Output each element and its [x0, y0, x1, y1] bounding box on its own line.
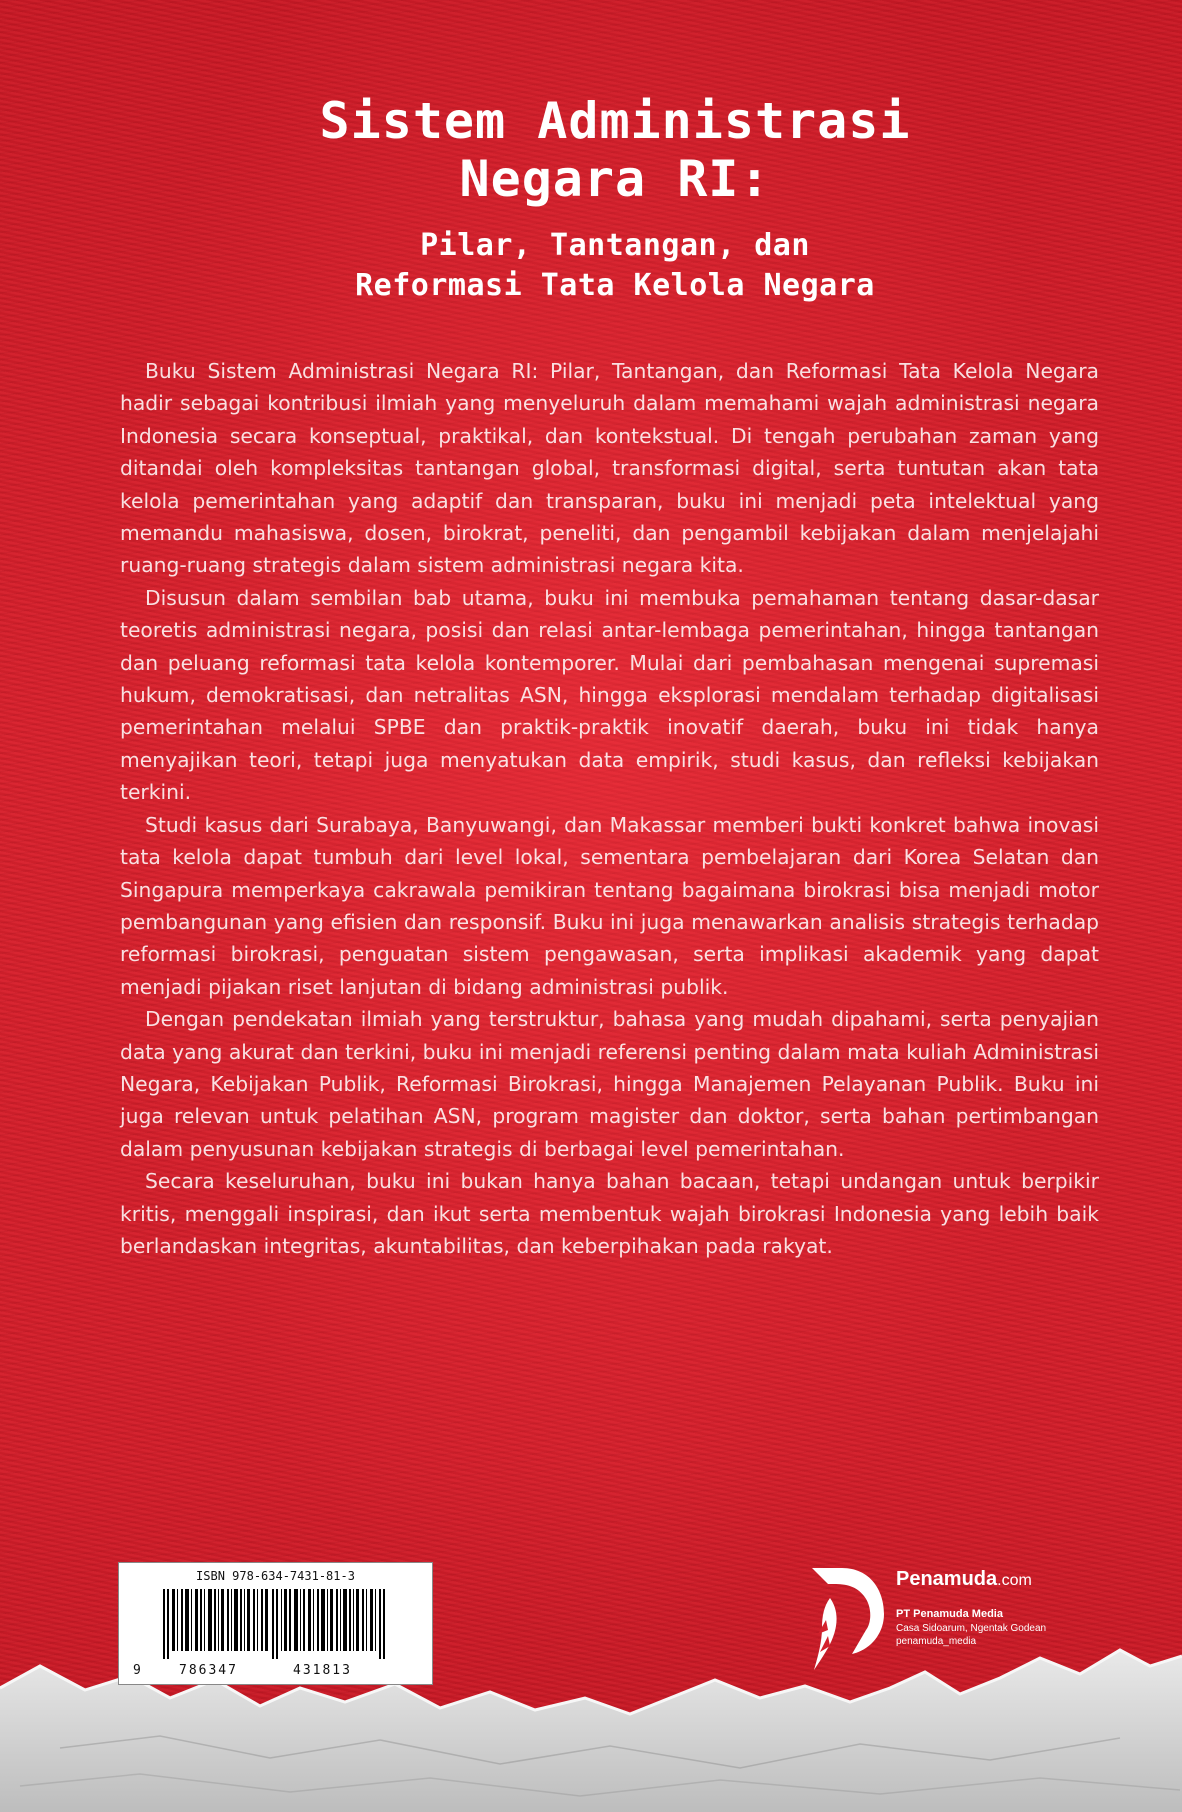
publisher-social: penamuda_media	[896, 1636, 977, 1647]
book-subtitle-line-2: Reformasi Tata Kelola Negara	[355, 268, 875, 303]
synopsis-paragraph-3: Studi kasus dari Surabaya, Banyuwangi, dan Makassar memberi bukti konkret bahwa inovasi tata kelola dapat tumbuh dari level lokal, sementara pembelajaran dari Korea Selatan dan Singapura memperkaya cakrawala pemikiran tentang bagaimana birokrasi bisa menjadi motor pembangunan yang efisien dan responsif. Buku ini juga menawarkan analisis strategis terhadap reformasi birokrasi, penguatan sistem pengawasan, serta implikasi akademik yang dapat menjadi pijakan riset lanjutan di bidang administrasi publik.	[120, 812, 1099, 999]
title-block	[120, 92, 1110, 306]
publisher-name-main: Penamuda	[896, 1568, 998, 1590]
isbn-number: ISBN 978-634-7431-81-3	[196, 1569, 355, 1583]
barcode-icon	[143, 1589, 413, 1659]
publisher-company: PT Penamuda Media	[896, 1608, 1003, 1620]
book-title	[120, 92, 1110, 208]
publisher-name	[896, 1568, 1032, 1591]
synopsis-paragraph-5: Secara keseluruhan, buku ini bukan hanya bahan bacaan, tetapi undangan untuk berpikir kritis, menggali inspirasi, dan ikut serta membentuk wajah birokrasi Indonesia yang lebih baik berlandaskan integritas, akuntabilitas, dan keberpihakan pada rakyat.	[120, 1169, 1099, 1258]
isbn-digits-right: 431813	[293, 1663, 352, 1678]
book-title-line-1: Sistem Administrasi	[319, 92, 911, 150]
synopsis-paragraph-4: Dengan pendekatan ilmiah yang terstruktur, bahasa yang mudah dipahami, serta penyajian data yang akurat dan terkini, buku ini menjadi referensi penting dalam mata kuliah Administrasi Negara, Kebijakan Publik, Reformasi Birokrasi, hingga Manajemen Pelayanan Publik. Buku ini juga relevan untuk pelatihan ASN, program magister dan doktor, serta bahan pertimbangan dalam penyusunan kebijakan strategis di berbagai level pemerintahan.	[120, 1007, 1099, 1161]
book-title-line-2: Negara RI:	[459, 150, 771, 208]
publisher-name-suffix: .com	[997, 1572, 1032, 1589]
isbn-barcode	[118, 1562, 433, 1685]
isbn-digits-left: 786347	[179, 1663, 238, 1678]
isbn-digit-first: 9	[133, 1663, 141, 1678]
book-subtitle-line-1: Pilar, Tantangan, dan	[420, 228, 810, 263]
penamuda-logo-icon	[808, 1564, 886, 1672]
synopsis-paragraph-2: Disusun dalam sembilan bab utama, buku ini membuka pemahaman tentang dasar-dasar teoretis administrasi negara, posisi dan relasi antar-lembaga pemerintahan, hingga tantangan dan peluang reformasi tata kelola kontemporer. Mulai dari pembahasan mengenai supremasi hukum, demokratisasi, dan netralitas ASN, hingga eksplorasi mendalam terhadap digitalisasi pemerintahan melalui SPBE dan praktik-praktik inovatif daerah, buku ini tidak hanya menyajikan teori, tetapi juga menyatukan data empirik, studi kasus, dan refleksi kebijakan terkini.	[120, 585, 1099, 805]
synopsis-paragraph-1: Buku Sistem Administrasi Negara RI: Pilar, Tantangan, dan Reformasi Tata Kelola Negara hadir sebagai kontribusi ilmiah yang menyeluruh dalam memahami wajah administrasi negara Indonesia secara konseptual, praktikal, dan kontekstual. Di tengah perubahan zaman yang ditandai oleh kompleksitas tantangan global, transformasi digital, serta tuntutan akan tata kelola pemerintahan yang adaptif dan transparan, buku ini menjadi peta intelektual yang memandu mahasiswa, dosen, birokrat, peneliti, dan pengambil kebijakan dalam menjelajahi ruang-ruang strategis dalam sistem administrasi negara kita.	[120, 359, 1099, 578]
publisher-address: Casa Sidoarum, Ngentak Godean	[896, 1623, 1047, 1634]
synopsis	[120, 355, 1099, 1262]
book-subtitle	[120, 226, 1110, 306]
publisher-block	[808, 1556, 1088, 1676]
